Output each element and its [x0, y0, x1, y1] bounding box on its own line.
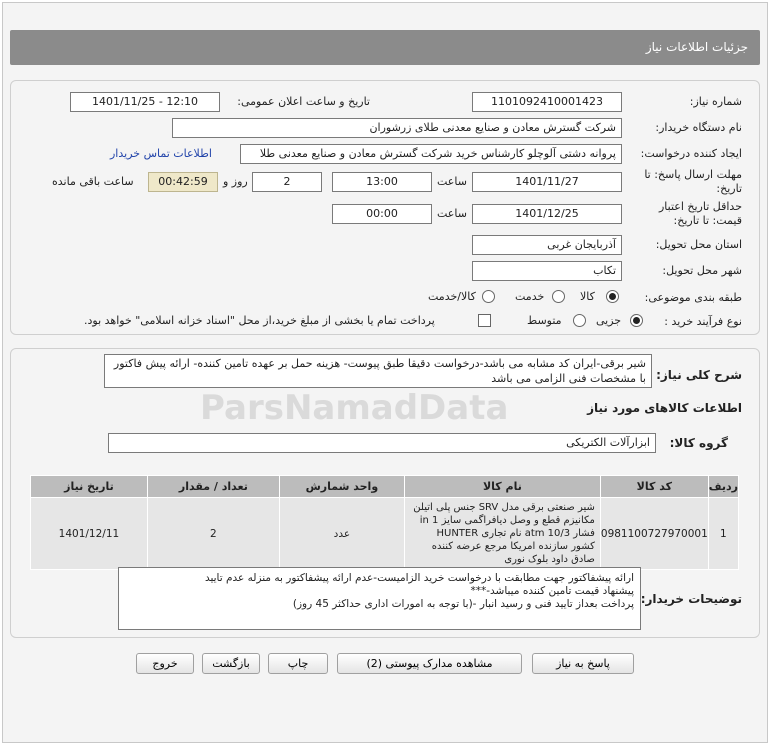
validity-time-field: 00:00 — [332, 204, 432, 224]
cell-unit: عدد — [279, 498, 404, 570]
table-row — [31, 498, 739, 570]
reply-button[interactable]: پاسخ به نیاز — [532, 653, 634, 674]
province-label: استان محل تحویل: — [655, 238, 742, 251]
province-field: آذربایجان غربی — [472, 235, 622, 255]
category-radio-both[interactable] — [482, 290, 495, 303]
col-unit: واحد شمارش — [279, 476, 404, 498]
validity-date-field: 1401/12/25 — [472, 204, 622, 224]
city-field: تکاب — [472, 261, 622, 281]
deadline-time-field: 13:00 — [332, 172, 432, 192]
buyer-notes-line-1: ارائه پیشفاکتور جهت مطابقت با درخواست خرید الزامیست-عدم ارائه پیشفاکتور به منزله عدم تایید — [204, 572, 634, 584]
process-option-minor: جزیی — [596, 314, 622, 327]
buyer-notes-box — [118, 567, 641, 630]
cell-row: 1 — [708, 498, 738, 570]
payment-note: پرداخت تمام یا بخشی از مبلغ خرید،از محل "اسناد خزانه اسلامی" خواهد بود. — [84, 314, 435, 327]
days-field: 2 — [252, 172, 322, 192]
exit-button[interactable]: خروج — [136, 653, 194, 674]
need-number-field: 1101092410001423 — [472, 92, 622, 112]
category-radio-service[interactable] — [552, 290, 565, 303]
description-label: شرح کلی نیاز: — [656, 368, 742, 382]
goods-group-label: گروه کالا: — [669, 436, 728, 450]
buyer-notes-line-3: پرداخت بعداز تایید فنی و رسید انبار -(با توجه به امورات اداری حداکثر 45 روز) — [292, 598, 634, 610]
requester-label: ایجاد کننده درخواست: — [640, 147, 742, 160]
contact-buyer-link[interactable]: اطلاعات تماس خریدار — [110, 147, 212, 160]
print-button[interactable]: چاپ — [268, 653, 328, 674]
days-label: روز و — [223, 175, 248, 188]
validity-label-1: حداقل تاریخ اعتبار — [658, 200, 742, 213]
buyer-notes-label: توضیحات خریدار: — [640, 592, 742, 606]
col-date: تاریخ نیاز — [31, 476, 148, 498]
need-number-label: شماره نیاز: — [689, 95, 742, 108]
col-row: ردیف — [708, 476, 738, 498]
col-qty: تعداد / مقدار — [147, 476, 279, 498]
col-name: نام کالا — [404, 476, 600, 498]
city-label: شهر محل تحویل: — [662, 264, 742, 277]
remaining-label: ساعت باقی مانده — [52, 175, 134, 188]
deadline-label-1: مهلت ارسال پاسخ: تا — [644, 168, 742, 181]
cell-qty: 2 — [147, 498, 279, 570]
category-option-service: خدمت — [515, 290, 545, 303]
validity-label-2: قیمت: تا تاریخ: — [673, 214, 742, 227]
process-radio-medium[interactable] — [573, 314, 586, 327]
validity-time-label: ساعت — [437, 207, 467, 220]
buyer-org-label: نام دستگاه خریدار: — [655, 121, 742, 134]
deadline-time-label: ساعت — [437, 175, 467, 188]
treasury-checkbox[interactable] — [478, 314, 491, 327]
cell-name: شیر صنعتی برقی مدل SRV جنس پلی اتیلن مکانیزم قطع و وصل دیافراگمی سایز in 1 فشار atm 10/3 نام تجاری HUNTER کشور سازنده امریکا مرجع عرضه کننده صادق داود بلوک نوری — [404, 498, 600, 570]
deadline-date-field: 1401/11/27 — [472, 172, 622, 192]
remaining-time-field: 00:42:59 — [148, 172, 218, 192]
process-option-medium: متوسط — [527, 314, 562, 327]
cell-date: 1401/12/11 — [31, 498, 148, 570]
process-label: نوع فرآیند خرید : — [664, 315, 742, 328]
back-button[interactable]: بازگشت — [202, 653, 260, 674]
announce-label: تاریخ و ساعت اعلان عمومی: — [237, 95, 370, 108]
page-title: جزئیات اطلاعات نیاز — [10, 30, 760, 65]
buyer-org-field: شرکت گسترش معادن و صنایع معدنی طلای زرشوران — [172, 118, 622, 138]
col-code: کد کالا — [600, 476, 708, 498]
deadline-label-2: تاریخ: — [716, 182, 742, 195]
category-radio-goods[interactable] — [606, 290, 619, 303]
description-field: شیر برقی-ایران کد مشابه می باشد-درخواست دقیقا طبق پیوست- هزینه حمل بر عهده تامین کننده- ارائه پیش فاکتور با مشخصات فنی الزامی می باشد — [104, 354, 652, 388]
requester-field: پروانه دشتی آلوچلو کارشناس خرید شرکت گسترش معادن و صنایع معدنی طلا — [240, 144, 622, 164]
goods-group-field: ابزارآلات الکتریکی — [108, 433, 656, 453]
attachments-button[interactable]: مشاهده مدارک پیوستی (2) — [337, 653, 522, 674]
process-radio-minor[interactable] — [630, 314, 643, 327]
buyer-notes-line-2: پیشنهاد قیمت تامین کننده میباشد-*** — [470, 585, 634, 597]
category-option-goods: کالا — [580, 290, 595, 303]
goods-table — [30, 475, 739, 570]
parsnamad-watermark: ParsNamadData — [200, 388, 509, 428]
category-label: طبقه بندی موضوعی: — [644, 291, 742, 304]
category-option-both: کالا/خدمت — [428, 290, 476, 303]
goods-section-title: اطلاعات کالاهای مورد نیاز — [587, 401, 742, 415]
announce-field: 1401/11/25 - 12:10 — [70, 92, 220, 112]
cell-code: 0981100727970001 — [600, 498, 708, 570]
